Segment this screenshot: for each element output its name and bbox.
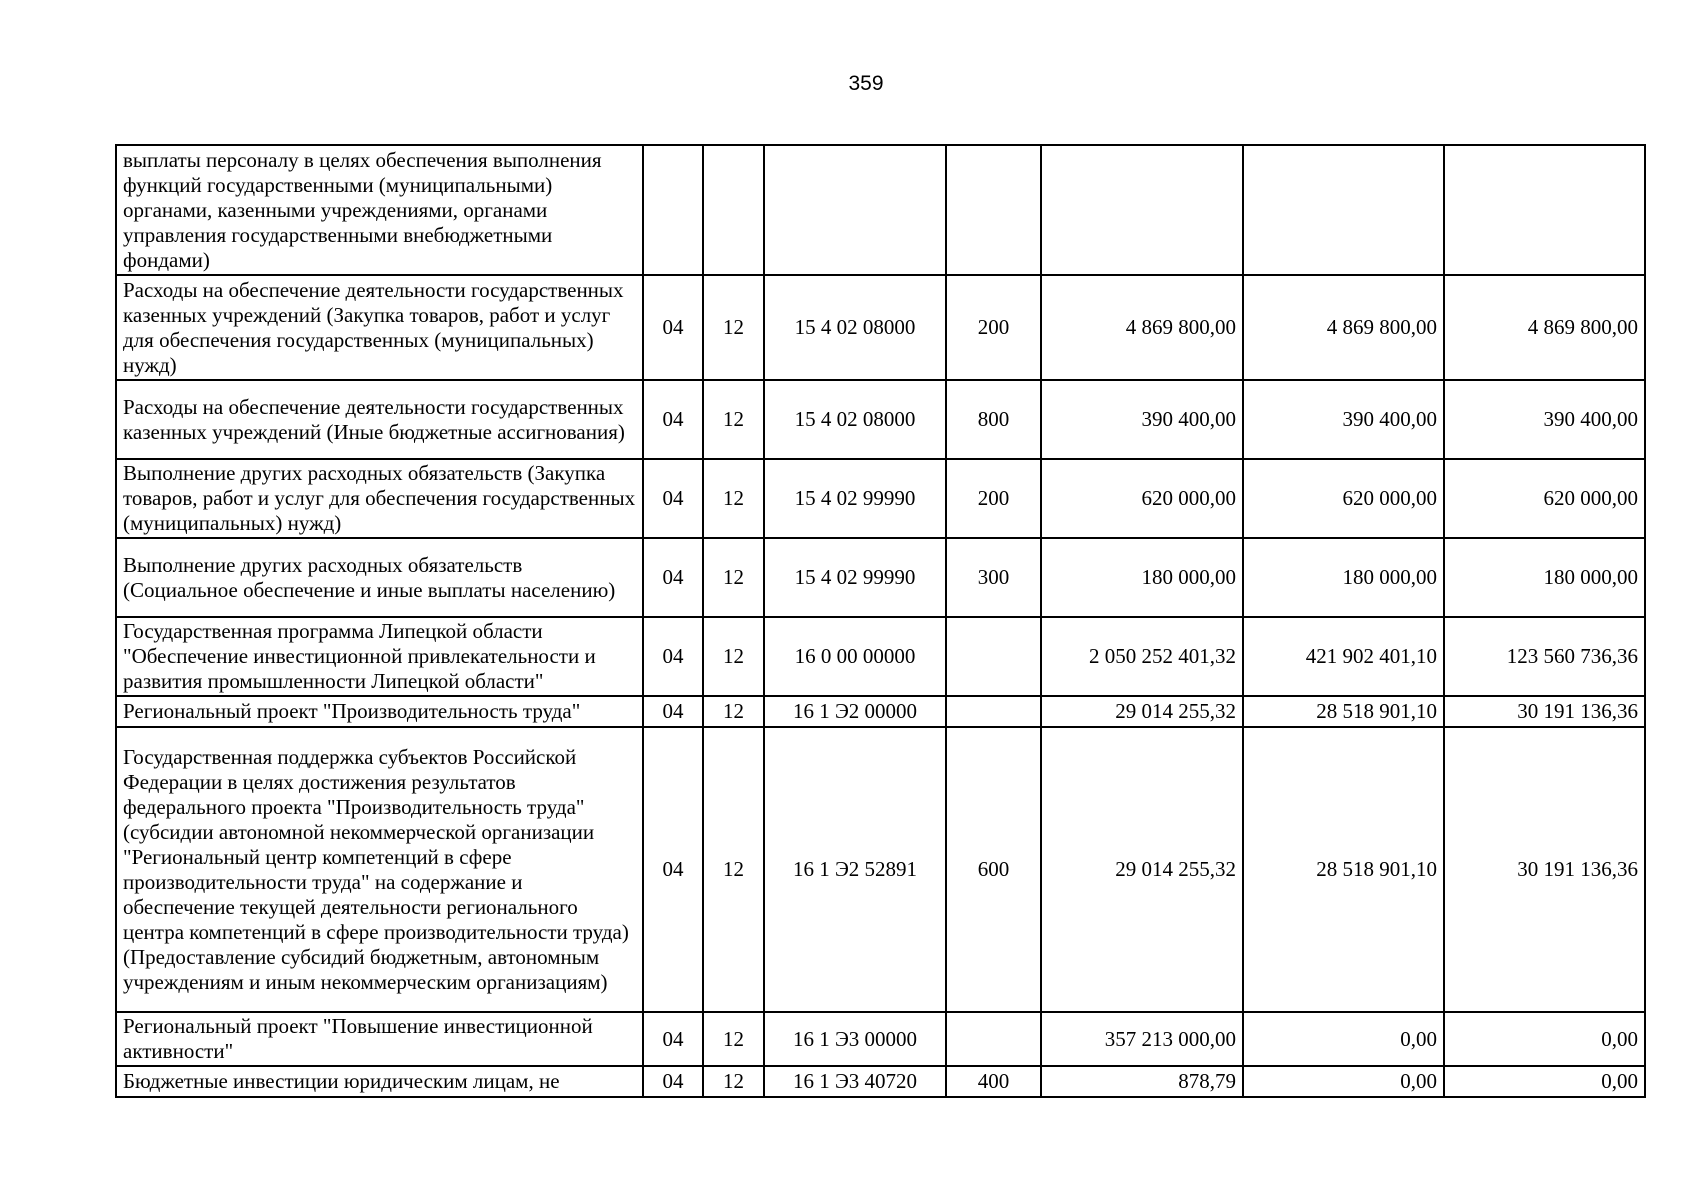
target-article-cell: 15 4 02 08000 — [764, 275, 946, 380]
expense-type-cell: 200 — [946, 275, 1041, 380]
amount-year2-cell: 28 518 901,10 — [1243, 727, 1444, 1012]
expense-type-cell: 300 — [946, 538, 1041, 617]
amount-year3-cell: 30 191 136,36 — [1444, 727, 1645, 1012]
amount-year2-cell: 620 000,00 — [1243, 459, 1444, 538]
expense-type-cell: 200 — [946, 459, 1041, 538]
row-name-cell: выплаты персоналу в целях обеспечения выполнения функций государственными (муниципальными) органами, казенными учреждениями, органами управления государственными внебюджетными фондами) — [116, 145, 643, 275]
amount-year3-cell: 180 000,00 — [1444, 538, 1645, 617]
amount-year3-cell: 123 560 736,36 — [1444, 617, 1645, 696]
row-name-cell: Выполнение других расходных обязательств (Социальное обеспечение и иные выплаты населению) — [116, 538, 643, 617]
subsection-cell: 12 — [703, 1066, 764, 1097]
target-article-cell: 15 4 02 08000 — [764, 380, 946, 459]
section-cell: 04 — [643, 538, 703, 617]
table-row — [116, 275, 1645, 380]
expense-type-cell — [946, 617, 1041, 696]
section-cell: 04 — [643, 696, 703, 727]
amount-year1-cell — [1041, 145, 1243, 275]
section-cell: 04 — [643, 1012, 703, 1066]
amount-year1-cell: 29 014 255,32 — [1041, 696, 1243, 727]
amount-year1-cell: 180 000,00 — [1041, 538, 1243, 617]
subsection-cell: 12 — [703, 538, 764, 617]
section-cell: 04 — [643, 459, 703, 538]
amount-year3-cell: 0,00 — [1444, 1012, 1645, 1066]
subsection-cell: 12 — [703, 696, 764, 727]
amount-year2-cell: 421 902 401,10 — [1243, 617, 1444, 696]
section-cell: 04 — [643, 275, 703, 380]
amount-year3-cell — [1444, 145, 1645, 275]
subsection-cell: 12 — [703, 275, 764, 380]
amount-year2-cell — [1243, 145, 1444, 275]
subsection-cell: 12 — [703, 617, 764, 696]
table-row — [116, 727, 1645, 1012]
section-cell: 04 — [643, 1066, 703, 1097]
amount-year1-cell: 2 050 252 401,32 — [1041, 617, 1243, 696]
row-name-cell: Государственная программа Липецкой области "Обеспечение инвестиционной привлекательности и развития промышленности Липецкой области" — [116, 617, 643, 696]
expense-type-cell: 800 — [946, 380, 1041, 459]
target-article-cell: 16 1 Э2 52891 — [764, 727, 946, 1012]
target-article-cell: 16 0 00 00000 — [764, 617, 946, 696]
subsection-cell: 12 — [703, 727, 764, 1012]
target-article-cell: 15 4 02 99990 — [764, 459, 946, 538]
row-name-cell: Региональный проект "Производительность труда" — [116, 696, 643, 727]
amount-year1-cell: 357 213 000,00 — [1041, 1012, 1243, 1066]
target-article-cell: 16 1 Э3 40720 — [764, 1066, 946, 1097]
row-name-cell: Бюджетные инвестиции юридическим лицам, не — [116, 1066, 643, 1097]
table-row — [116, 538, 1645, 617]
table-row — [116, 459, 1645, 538]
amount-year2-cell: 0,00 — [1243, 1012, 1444, 1066]
subsection-cell: 12 — [703, 380, 764, 459]
page-number: 359 — [848, 72, 884, 95]
target-article-cell: 16 1 Э2 00000 — [764, 696, 946, 727]
subsection-cell: 12 — [703, 1012, 764, 1066]
amount-year3-cell: 4 869 800,00 — [1444, 275, 1645, 380]
expense-type-cell — [946, 1012, 1041, 1066]
amount-year1-cell: 390 400,00 — [1041, 380, 1243, 459]
amount-year2-cell: 180 000,00 — [1243, 538, 1444, 617]
amount-year3-cell: 390 400,00 — [1444, 380, 1645, 459]
table-row — [116, 617, 1645, 696]
row-name-cell: Государственная поддержка субъектов Российской Федерации в целях достижения результатов федерального проекта "Производительность труда" (субсидии автономной некоммерческой организации "Региональный центр компетенций в сфере производительности труда" на содержание и обеспечение текущей деятельности регионального центра компетенций в сфере производительности труда) (Предоставление субсидий бюджетным, автономным учреждениям и иным некоммерческим организациям) — [116, 727, 643, 1012]
expense-type-cell — [946, 145, 1041, 275]
expense-type-cell: 600 — [946, 727, 1041, 1012]
subsection-cell: 12 — [703, 459, 764, 538]
target-article-cell: 16 1 Э3 00000 — [764, 1012, 946, 1066]
table-row — [116, 145, 1645, 275]
table-row — [116, 380, 1645, 459]
amount-year3-cell: 620 000,00 — [1444, 459, 1645, 538]
amount-year1-cell: 4 869 800,00 — [1041, 275, 1243, 380]
amount-year1-cell: 620 000,00 — [1041, 459, 1243, 538]
amount-year2-cell: 390 400,00 — [1243, 380, 1444, 459]
section-cell: 04 — [643, 617, 703, 696]
row-name-cell: Расходы на обеспечение деятельности государственных казенных учреждений (Закупка товаров, работ и услуг для обеспечения государственных (муниципальных) нужд) — [116, 275, 643, 380]
amount-year3-cell: 30 191 136,36 — [1444, 696, 1645, 727]
amount-year2-cell: 4 869 800,00 — [1243, 275, 1444, 380]
table-row — [116, 696, 1645, 727]
table-row — [116, 1012, 1645, 1066]
amount-year3-cell: 0,00 — [1444, 1066, 1645, 1097]
amount-year1-cell: 29 014 255,32 — [1041, 727, 1243, 1012]
table-row — [116, 1066, 1645, 1097]
section-cell: 04 — [643, 380, 703, 459]
budget-table — [115, 144, 1646, 1098]
row-name-cell: Расходы на обеспечение деятельности государственных казенных учреждений (Иные бюджетные ассигнования) — [116, 380, 643, 459]
section-cell — [643, 145, 703, 275]
expense-type-cell — [946, 696, 1041, 727]
expense-type-cell: 400 — [946, 1066, 1041, 1097]
target-article-cell: 15 4 02 99990 — [764, 538, 946, 617]
row-name-cell: Выполнение других расходных обязательств (Закупка товаров, работ и услуг для обеспечения государственных (муниципальных) нужд) — [116, 459, 643, 538]
section-cell: 04 — [643, 727, 703, 1012]
target-article-cell — [764, 145, 946, 275]
amount-year2-cell: 0,00 — [1243, 1066, 1444, 1097]
amount-year2-cell: 28 518 901,10 — [1243, 696, 1444, 727]
row-name-cell: Региональный проект "Повышение инвестиционной активности" — [116, 1012, 643, 1066]
amount-year1-cell: 878,79 — [1041, 1066, 1243, 1097]
subsection-cell — [703, 145, 764, 275]
